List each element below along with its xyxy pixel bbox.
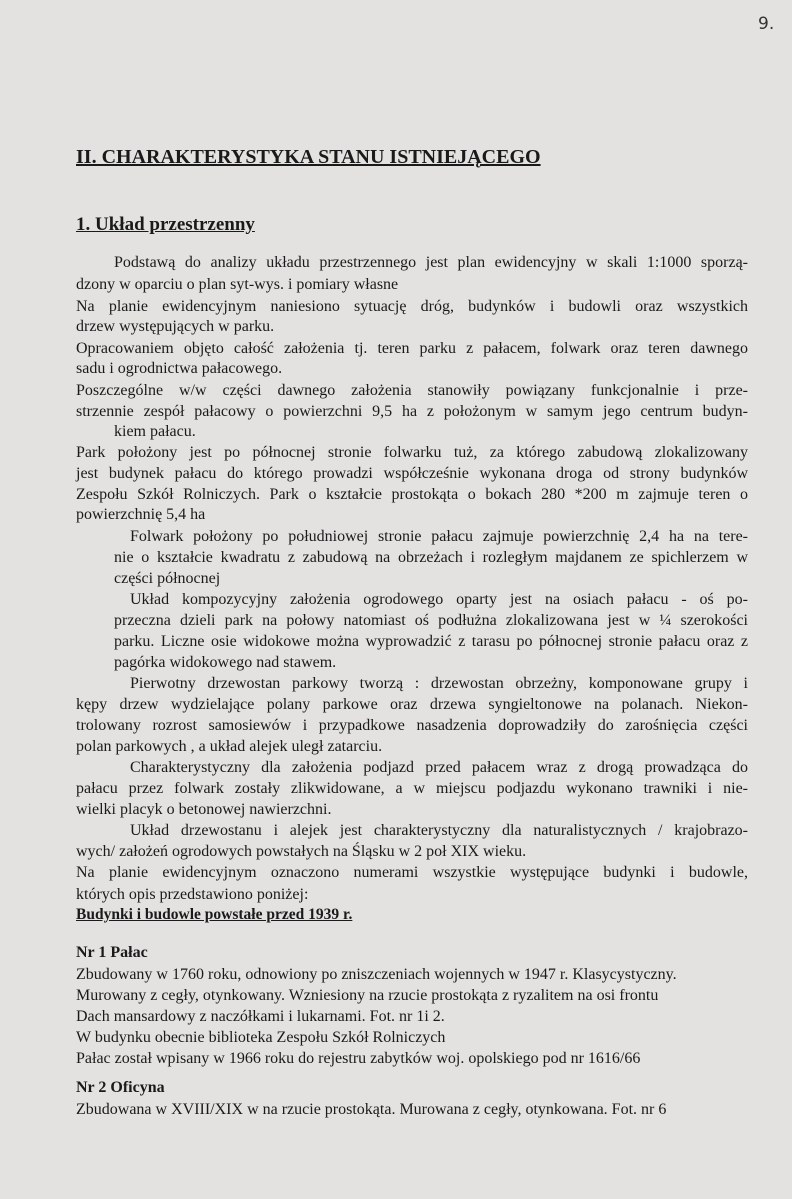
text-line: nie o kształcie kwadratu z zabudową na obrzeżach i rozległym majdanem ze spichlerzem w — [114, 549, 748, 566]
building-2-title: Nr 2 Oficyna — [76, 1079, 165, 1096]
text-line: Na planie ewidencyjnym oznaczono numerami wszystkie występujące budynki i budowle, — [76, 864, 748, 881]
text-line: trolowany rozrost samosiewów i przypadkowe nasadzenia doprowadziły do zarośnięcia części — [76, 717, 748, 734]
text-line: Opracowaniem objęto całość założenia tj. teren parku z pałacem, folwark oraz teren dawnego — [76, 340, 748, 357]
text-line: przeczna dzieli park na połowy natomiast oś podłużna zlokalizowana jest w ¼ szerokości — [114, 612, 748, 629]
text-line: wych/ założeń ogrodowych powstałych na Śląsku w 2 poł XIX wieku. — [76, 843, 527, 860]
text-line: Murowany z cegły, otynkowany. Wzniesiony na rzucie prostokąta z ryzalitem na osi frontu — [76, 987, 659, 1004]
text-line: kępy drzew wydzielające polany parkowe oraz drzewa syngieltonowe na polanach. Niekon- — [76, 696, 748, 713]
text-line: strzennie zespół pałacowy o powierzchni 9,5 ha z położonym w samym jego centrum budyn- — [76, 403, 748, 420]
building-1-title: Nr 1 Pałac — [76, 944, 148, 961]
page-number: 9. — [758, 14, 775, 34]
text-line: Zbudowany w 1760 roku, odnowiony po zniszczeniach wojennych w 1947 r. Klasycystyczny. — [76, 966, 677, 983]
text-line: Pałac został wpisany w 1966 roku do rejestru zabytków woj. opolskiego pod nr 1616/66 — [76, 1050, 641, 1067]
text-line: Zespołu Szkół Rolniczych. Park o kształcie prostokąta o bokach 280 *200 m zajmuje teren o — [76, 486, 748, 503]
text-line: pałacu przez folwark zostały zlikwidowane, a w miejscu podjazdu wykonano trawniki i nie- — [76, 780, 748, 797]
text-line: Zbudowana w XVIII/XIX w na rzucie prostokąta. Murowana z cegły, otynkowana. Fot. nr 6 — [76, 1101, 667, 1118]
text-line: jest budynek pałacu do którego prowadzi współcześnie wykonana droga od strony budynków — [76, 465, 748, 482]
text-line: Układ kompozycyjny założenia ogrodowego oparty jest na osiach pałacu - oś po- — [130, 591, 748, 608]
text-line: Folwark położony po południowej stronie pałacu zajmuje powierzchnię 2,4 ha na tere- — [130, 528, 748, 545]
subsection-title: 1. Układ przestrzenny — [76, 214, 255, 235]
text-line: Podstawą do analizy układu przestrzennego jest plan ewidencyjny w skali 1:1000 sporzą- — [114, 254, 748, 271]
text-line: części północnej — [114, 570, 221, 587]
text-line: kiem pałacu. — [114, 423, 196, 440]
text-line: Na planie ewidencyjnym naniesiono sytuację dróg, budynków i budowli oraz wszystkich — [76, 298, 748, 315]
text-line: polan parkowych , a układ alejek uległ zatarciu. — [76, 738, 383, 755]
text-line: Poszczególne w/w części dawnego założenia stanowiły powiązany funkcjonalnie i prze- — [76, 382, 748, 399]
text-line: powierzchnię 5,4 ha — [76, 506, 206, 523]
text-line: drzew występujących w parku. — [76, 318, 275, 335]
text-line: parku. Liczne osie widokowe można wyprowadzić z tarasu po północnej stronie pałacu oraz z — [114, 633, 748, 650]
text-line: W budynku obecnie biblioteka Zespołu Szkół Rolniczych — [76, 1029, 446, 1046]
text-line: sadu i ogrodnictwa pałacowego. — [76, 360, 283, 377]
text-line: Charakterystyczny dla założenia podjazd przed pałacem wraz z drogą prowadząca do — [130, 759, 748, 776]
text-line: których opis przedstawiono poniżej: — [76, 886, 309, 903]
text-line: Park położony jest po północnej stronie folwarku tuż, za którego zabudową zlokalizowany — [76, 444, 748, 461]
text-line: wielki placyk o betonowej nawierzchni. — [76, 801, 332, 818]
text-line: dzony w oparciu o plan syt-wys. i pomiary własne — [76, 276, 399, 293]
text-line: Dach mansardowy z naczółkami i lukarnami. Fot. nr 1i 2. — [76, 1008, 445, 1025]
text-line: Układ drzewostanu i alejek jest charakterystyczny dla naturalistycznych / krajobrazo- — [130, 822, 748, 839]
text-line: pagórka widokowego nad stawem. — [114, 654, 337, 671]
text-line: Pierwotny drzewostan parkowy tworzą : drzewostan obrzeżny, komponowane grupy i — [130, 675, 748, 692]
buildings-heading: Budynki i budowle powstałe przed 1939 r. — [76, 906, 353, 923]
section-title: II. CHARAKTERYSTYKA STANU ISTNIEJĄCEGO — [76, 146, 541, 168]
